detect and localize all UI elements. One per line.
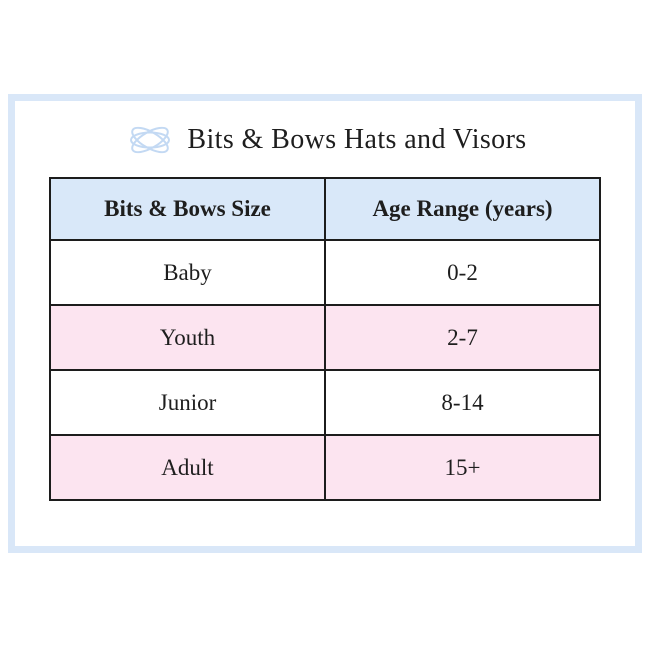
bows-knot-icon bbox=[123, 115, 177, 165]
age-range-cell: 15+ bbox=[325, 435, 600, 500]
table-row bbox=[50, 370, 600, 435]
column-header-size: Bits & Bows Size bbox=[50, 178, 325, 240]
table-row bbox=[50, 435, 600, 500]
age-range-cell: 2-7 bbox=[325, 305, 600, 370]
size-cell: Baby bbox=[50, 240, 325, 305]
size-cell: Adult bbox=[50, 435, 325, 500]
brand-header bbox=[15, 111, 635, 169]
page-title: Bits & Bows Hats and Visors bbox=[187, 124, 527, 155]
age-range-cell: 0-2 bbox=[325, 240, 600, 305]
size-cell: Youth bbox=[50, 305, 325, 370]
age-range-cell: 8-14 bbox=[325, 370, 600, 435]
size-chart-card bbox=[8, 94, 642, 553]
table-header-row bbox=[50, 178, 600, 240]
table-row bbox=[50, 305, 600, 370]
table-row bbox=[50, 240, 600, 305]
size-chart-table bbox=[49, 177, 601, 501]
column-header-age-range: Age Range (years) bbox=[325, 178, 600, 240]
size-cell: Junior bbox=[50, 370, 325, 435]
